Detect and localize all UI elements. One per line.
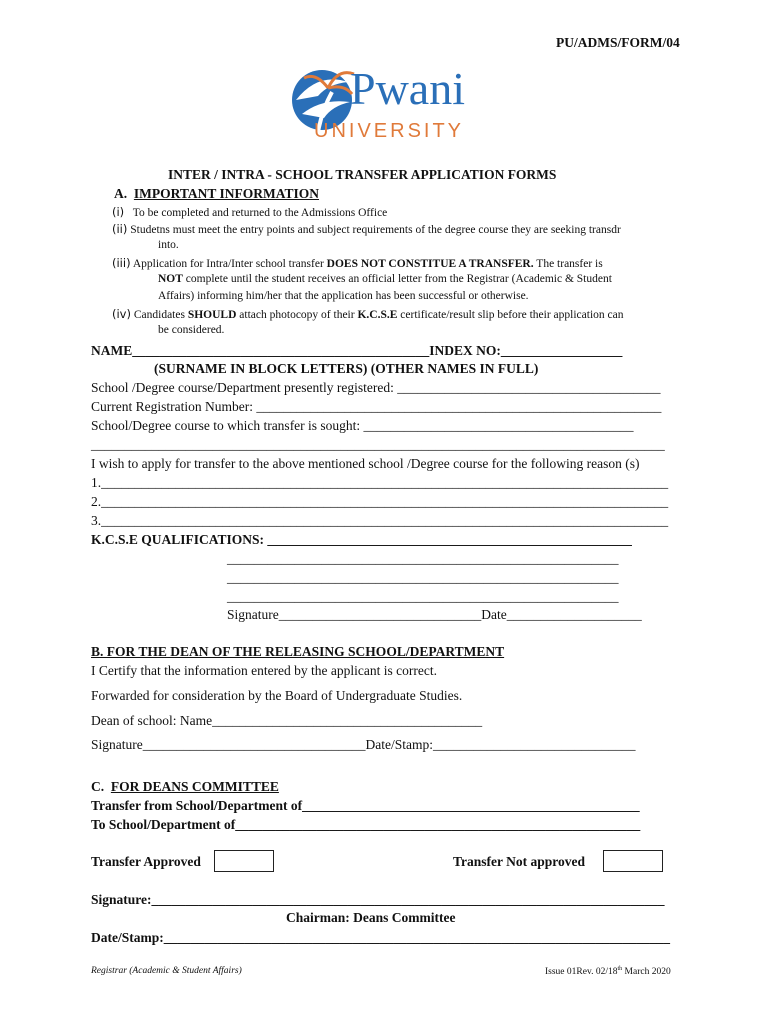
forwarded-text: Forwarded for consideration by the Board of Undergraduate Studies.	[91, 688, 463, 703]
section-a-heading: A. IMPORTANT INFORMATION	[114, 186, 320, 201]
kcse-qualifications-field[interactable]: K.C.S.E QUALIFICATIONS: ______________________________________________________	[91, 532, 632, 547]
section-c-heading: C. FOR DEANS COMMITTEE	[91, 779, 279, 794]
info-item-2: (ii) Studetns must meet the entry points and subject requirements of the degree course they are seeking transdr	[112, 222, 621, 236]
chairman-signature-field[interactable]: Signature:____________________________________________________________________________	[91, 892, 665, 907]
transfer-not-approved-checkbox[interactable]	[603, 850, 663, 872]
transfer-from-field[interactable]: Transfer from School/Department of__________________________________________________	[91, 798, 640, 813]
registration-number-field[interactable]: Current Registration Number: ____________________________________________________________	[91, 399, 662, 414]
transfer-school-field-cont[interactable]: _____________________________________________________________________________________	[91, 437, 665, 452]
kcse-line-2[interactable]: __________________________________________________________	[227, 570, 619, 585]
reason-1-field[interactable]: 1.____________________________________________________________________________________	[91, 475, 669, 490]
info-item-1: (i) To be completed and returned to the Admissions Office	[112, 205, 388, 219]
kcse-line-3[interactable]: __________________________________________________________	[227, 589, 619, 604]
logo-subtitle: UNIVERSITY	[314, 120, 465, 142]
reason-3-field[interactable]: 3.____________________________________________________________________________________	[91, 513, 669, 528]
dean-name-field[interactable]: Dean of school: Name________________________________________	[91, 713, 483, 728]
footer-registrar: Registrar (Academic & Student Affairs)	[91, 966, 242, 976]
dean-signature-stamp-field[interactable]: Signature_________________________________Date/Stamp:______________________________	[91, 737, 636, 752]
form-code: PU/ADMS/FORM/04	[556, 35, 680, 50]
logo-name: Pwani	[350, 63, 465, 114]
section-b-heading: B. FOR THE DEAN OF THE RELEASING SCHOOL/DEPARTMENT	[91, 644, 505, 659]
info-item-4-cont: be considered.	[158, 324, 225, 336]
transfer-approved-label: Transfer Approved	[91, 854, 201, 869]
applicant-signature-date[interactable]: Signature______________________________Date____________________	[227, 607, 642, 622]
transfer-not-approved-label: Transfer Not approved	[453, 854, 586, 869]
footer-issue: Issue 01Rev. 02/18th March 2020	[545, 966, 671, 978]
certify-text: I Certify that the information entered by the applicant is correct.	[91, 663, 437, 678]
info-item-3-line2: NOT complete until the student receives an official letter from the Registrar (Academic & Student	[158, 273, 612, 285]
name-instructions: (SURNAME IN BLOCK LETTERS) (OTHER NAMES IN FULL)	[154, 361, 539, 376]
committee-date-stamp-field[interactable]: Date/Stamp:___________________________________________________________________________	[91, 930, 670, 945]
info-item-3-line3: Affairs) informing him/her that the application has been successful or otherwise.	[158, 290, 529, 302]
page-title: INTER / INTRA - SCHOOL TRANSFER APPLICATION FORMS	[168, 167, 557, 182]
chairman-label: Chairman: Deans Committee	[286, 910, 456, 925]
reason-intro: I wish to apply for transfer to the above mentioned school /Degree course for the following reason (s)	[91, 456, 640, 471]
info-item-4: (iv) Candidates SHOULD attach photocopy of their K.C.S.E certificate/result slip before their application can	[112, 307, 624, 321]
reason-2-field[interactable]: 2.____________________________________________________________________________________	[91, 494, 669, 509]
info-item-2-cont: into.	[158, 239, 179, 251]
transfer-approved-checkbox[interactable]	[214, 850, 274, 872]
transfer-school-field[interactable]: School/Degree course to which transfer is sought: ________________________________________	[91, 418, 634, 433]
university-logo	[288, 62, 488, 148]
info-item-3: (iii) Application for Intra/Inter school transfer DOES NOT CONSTITUE A TRANSFER. The transfer is	[112, 256, 603, 270]
kcse-line-1[interactable]: __________________________________________________________	[227, 551, 619, 566]
current-school-field[interactable]: School /Degree course/Department presently registered: _______________________________________	[91, 380, 661, 395]
name-index-field[interactable]: NAME____________________________________________INDEX NO:__________________	[91, 343, 623, 358]
transfer-to-field[interactable]: To School/Department of____________________________________________________________	[91, 817, 641, 832]
